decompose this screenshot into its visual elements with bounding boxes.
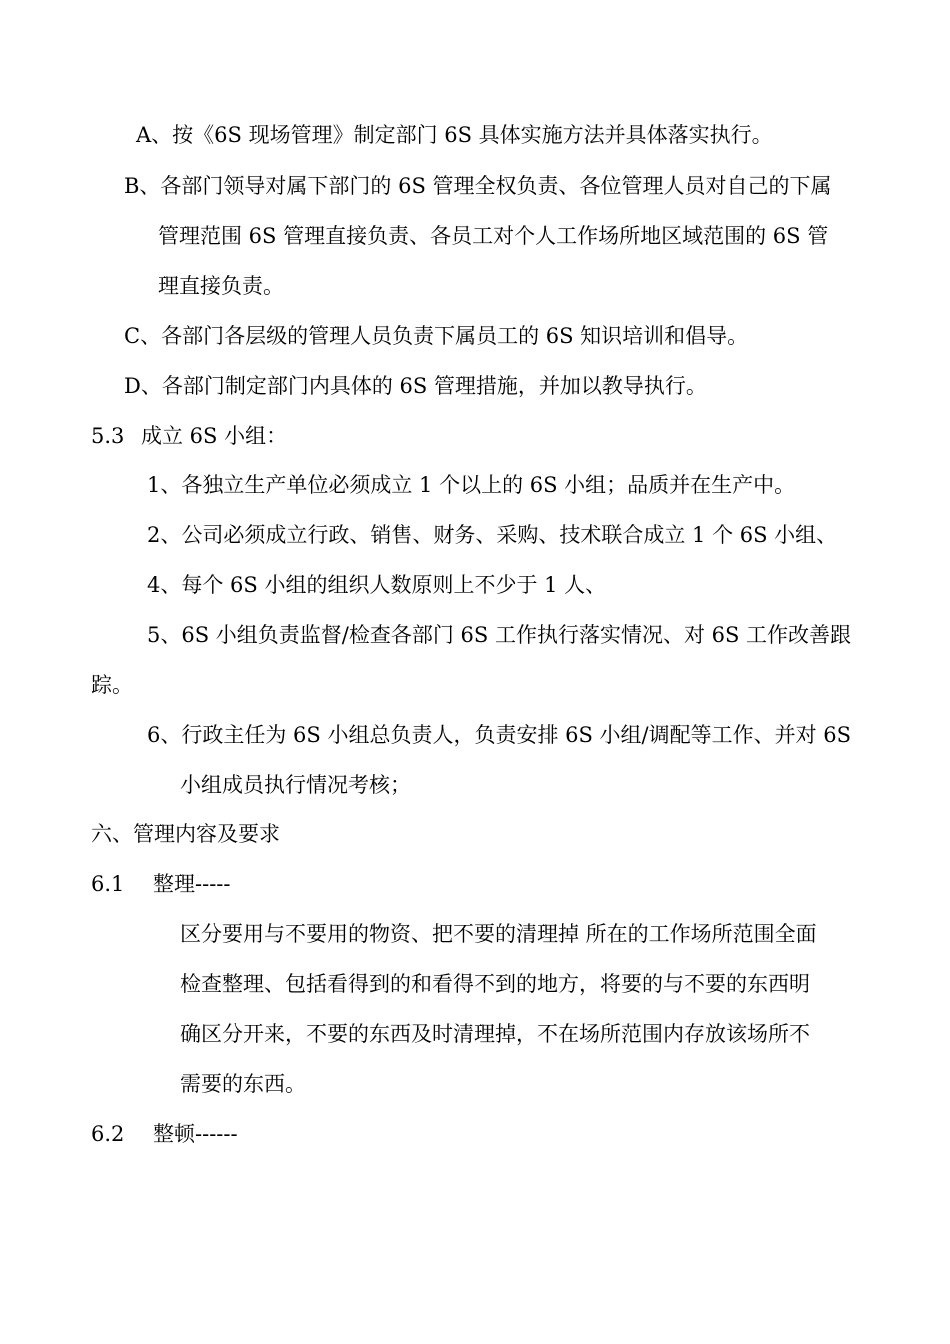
section-6-1-number: 6.1 bbox=[91, 872, 125, 896]
section-5-3-item-4: 4、每个 6S 小组的组织人数原则上不少于 1 人、 bbox=[147, 573, 607, 597]
section-6-1-text-line-4: 需要的东西。 bbox=[180, 1072, 306, 1096]
section-5-3-item-6-line-1: 6、行政主任为 6S 小组总负责人，负责安排 6S 小组/调配等工作、并对 6S bbox=[147, 723, 852, 747]
section-5-3-item-5-line-1: 5、6S 小组负责监督/检查各部门 6S 工作执行落实情况、对 6S 工作改善跟 bbox=[147, 623, 852, 647]
section-6-1-title: 整理----- bbox=[153, 872, 231, 896]
item-d-line-1: D、各部门制定部门内具体的 6S 管理措施，并加以教导执行。 bbox=[124, 374, 707, 398]
section-6-2-number: 6.2 bbox=[91, 1122, 125, 1146]
section-5-3-number: 5.3 bbox=[91, 424, 125, 448]
section-5-3-title: 成立 6S 小组： bbox=[141, 424, 288, 448]
chapter-6-title: 六、管理内容及要求 bbox=[91, 822, 280, 846]
item-b-line-3: 理直接负责。 bbox=[158, 274, 284, 298]
section-6-1-text-line-3: 确区分开来，不要的东西及时清理掉，不在场所范围内存放该场所不 bbox=[180, 1022, 810, 1046]
section-6-1-text-line-1: 区分要用与不要用的物资、把不要的清理掉 所在的工作场所范围全面 bbox=[180, 922, 817, 946]
item-b-line-2: 管理范围 6S 管理直接负责、各员工对个人工作场所地区域范围的 6S 管 bbox=[158, 224, 829, 248]
section-5-3-item-6-line-2: 小组成员执行情况考核； bbox=[180, 773, 411, 797]
item-c-line-1: C、各部门各层级的管理人员负责下属员工的 6S 知识培训和倡导。 bbox=[124, 324, 749, 348]
section-5-3-item-5-line-2: 踪。 bbox=[91, 673, 133, 697]
item-a-line-1: A、按《6S 现场管理》制定部门 6S 具体实施方法并具体落实执行。 bbox=[136, 123, 773, 147]
item-b-line-1: B、各部门领导对属下部门的 6S 管理全权负责、各位管理人员对自己的下属 bbox=[124, 174, 832, 198]
section-6-2-title: 整顿------ bbox=[153, 1122, 238, 1146]
section-6-1-text-line-2: 检查整理、包括看得到的和看得不到的地方，将要的与不要的东西明 bbox=[180, 972, 810, 996]
section-5-3-item-1: 1、各独立生产单位必须成立 1 个以上的 6S 小组；品质并在生产中。 bbox=[147, 473, 796, 497]
section-5-3-item-2: 2、公司必须成立行政、销售、财务、采购、技术联合成立 1 个 6S 小组、 bbox=[147, 523, 838, 547]
